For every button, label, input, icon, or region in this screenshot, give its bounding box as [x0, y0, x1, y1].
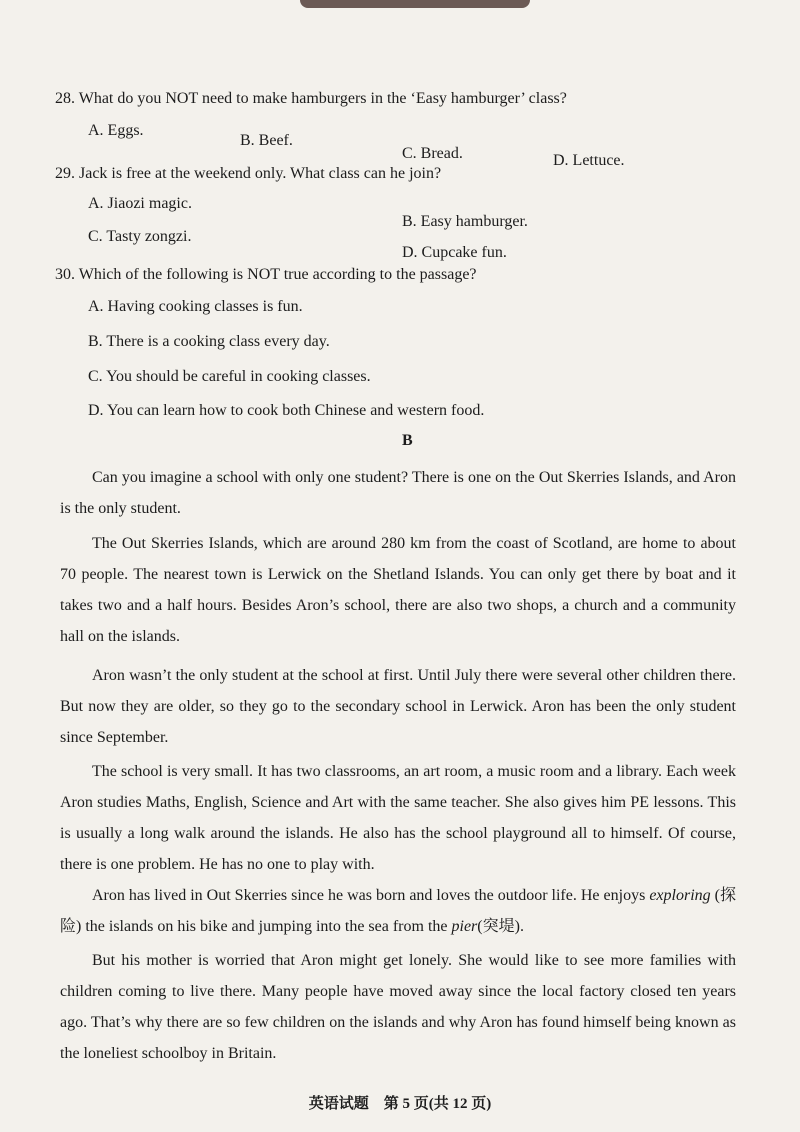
option-b: B. Beef.: [240, 132, 293, 149]
option-c: C. Tasty zongzi.: [88, 228, 192, 245]
passage-paragraph-2: The Out Skerries Islands, which are around 280 km from the coast of Scotland, are home to about 70 people. The nearest town is Lerwick on the Shetland Islands. You can only get there by boat and it takes two and a half hours. Besides Aron’s school, there are also two shops, a church and a community hall on the islands.: [60, 535, 736, 645]
question-30: [55, 266, 477, 284]
question-number: 28.: [55, 90, 75, 107]
option-d: D. Lettuce.: [553, 152, 625, 169]
option-b: B. There is a cooking class every day.: [88, 333, 330, 350]
passage-paragraph-4: The school is very small. It has two classrooms, an art room, a music room and a library. Each week Aron studies Maths, English, Science and Art with the same teacher. She also gives him PE lessons. This is usually a long walk around the islands. He also has the school playground all to himself. Of course, there is one problem. He has no one to play with.: [60, 763, 736, 873]
glossed-word-exploring: exploring: [649, 887, 711, 904]
passage-paragraph-1: Can you imagine a school with only one student? There is one on the Out Skerries Islands, and Aron is the only student.: [60, 469, 736, 517]
passage-paragraph-6: But his mother is worried that Aron might get lonely. She would like to see more families with children coming to live there. Many people have moved away since the local factory closed ten years ago. That’s why there are so few children on the islands and why Aron has found himself being known as the loneliest schoolboy in Britain.: [60, 952, 736, 1062]
question-text: Which of the following is NOT true according to the passage?: [78, 266, 477, 283]
option-a: A. Jiaozi magic.: [88, 195, 192, 212]
question-number: 29.: [55, 165, 75, 182]
passage-paragraph-5: Aron has lived in Out Skerries since he was born and loves the outdoor life. He enjoys exploring (探险) the islands on his bike and jumping into the sea from the pier(突堤).: [60, 887, 737, 935]
page-footer: 英语试题 第 5 页(共 12 页): [308, 1096, 492, 1112]
question-29: [55, 165, 441, 183]
question-text: What do you NOT need to make hamburgers in the ‘Easy hamburger’ class?: [78, 90, 567, 107]
passage-paragraph-3: Aron wasn’t the only student at the school at first. Until July there were several other children there. But now they are older, so they go to the secondary school in Lerwick. Aron has been the only student since September.: [60, 667, 736, 746]
option-a: A. Eggs.: [88, 122, 144, 139]
option-d: D. You can learn how to cook both Chinese and western food.: [88, 402, 485, 419]
section-heading: B: [402, 432, 413, 449]
question-text: Jack is free at the weekend only. What class can he join?: [79, 165, 442, 182]
option-c: C. You should be careful in cooking classes.: [88, 368, 371, 385]
question-number: 30.: [55, 266, 75, 283]
option-b: B. Easy hamburger.: [402, 213, 528, 230]
question-28: [55, 90, 567, 108]
glossed-word-pier: pier: [451, 918, 478, 935]
option-d: D. Cupcake fun.: [402, 244, 507, 261]
option-c: C. Bread.: [402, 145, 463, 162]
option-a: A. Having cooking classes is fun.: [88, 298, 303, 315]
